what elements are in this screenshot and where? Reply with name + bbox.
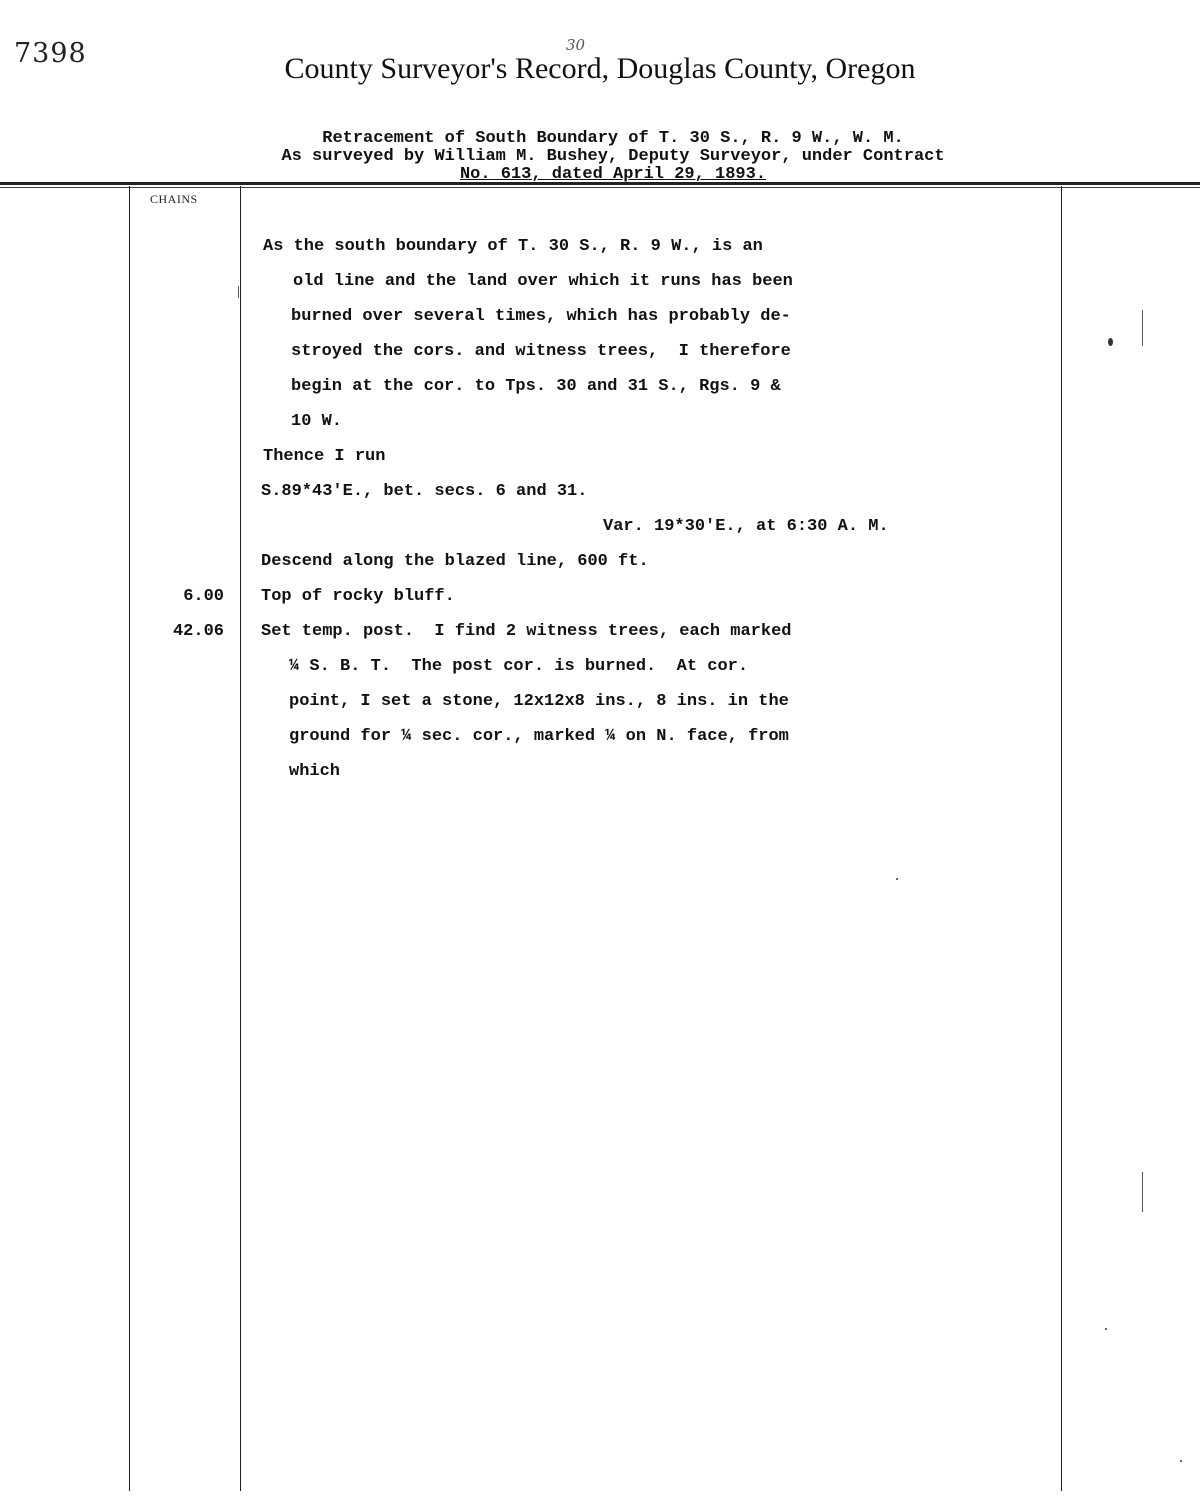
body-line: Set temp. post. I find 2 witness trees, each marked [261,622,792,641]
body-line: Descend along the blazed line, 600 ft. [261,552,649,571]
body-line: stroyed the cors. and witness trees, I therefore [291,342,791,361]
body-line-variation: Var. 19*30'E., at 6:30 A. M. [603,517,889,536]
header-line: No. 613, dated April 29, 1893. [459,165,767,184]
body-line: old line and the land over which it runs has been [293,272,793,291]
body-line: burned over several times, which has probably de- [291,307,791,326]
chains-column-rule [240,186,241,1491]
margin-mark [1142,310,1143,346]
body-line: begin at the cor. to Tps. 30 and 31 S., Rgs. 9 & [291,377,781,396]
scan-speck [1108,338,1113,346]
left-margin-rule [129,186,130,1491]
body-line: 10 W. [291,412,343,431]
chain-distance: 42.06 [172,622,224,641]
survey-header [0,130,1200,184]
header-rule-thin [0,187,1200,188]
record-title [0,52,1200,86]
body-line: ¼ S. B. T. The post cor. is burned. At cor. [289,657,749,676]
page-number: 7398 [14,38,87,69]
scan-speck [1180,1460,1182,1462]
body-line: point, I set a stone, 12x12x8 ins., 8 ins. in the [289,692,789,711]
body-line: which [289,762,341,781]
header-line: As surveyed by William M. Bushey, Deputy Surveyor, under Contract [281,147,945,166]
margin-mark [1142,1172,1143,1212]
body-line: Top of rocky bluff. [261,587,455,606]
record-title-text: County Surveyor's Record, Douglas County, Oregon [284,52,916,85]
scan-speck [896,878,898,880]
margin-mark [238,286,239,298]
body-line: As the south boundary of T. 30 S., R. 9 W., is an [263,237,763,256]
body-line: S.89*43'E., bet. secs. 6 and 31. [261,482,588,501]
body-line: Thence I run [263,447,386,466]
header-rule [0,182,1200,185]
scan-speck [1105,1328,1107,1330]
handwritten-page-mark: 30 [566,36,586,54]
right-margin-rule [1061,186,1062,1491]
header-line: Retracement of South Boundary of T. 30 S., R. 9 W., W. M. [322,129,904,148]
chain-distance: 6.00 [183,587,224,606]
chains-column-label: CHAINS [150,192,198,206]
body-line: ground for ¼ sec. cor., marked ¼ on N. face, from [289,727,789,746]
